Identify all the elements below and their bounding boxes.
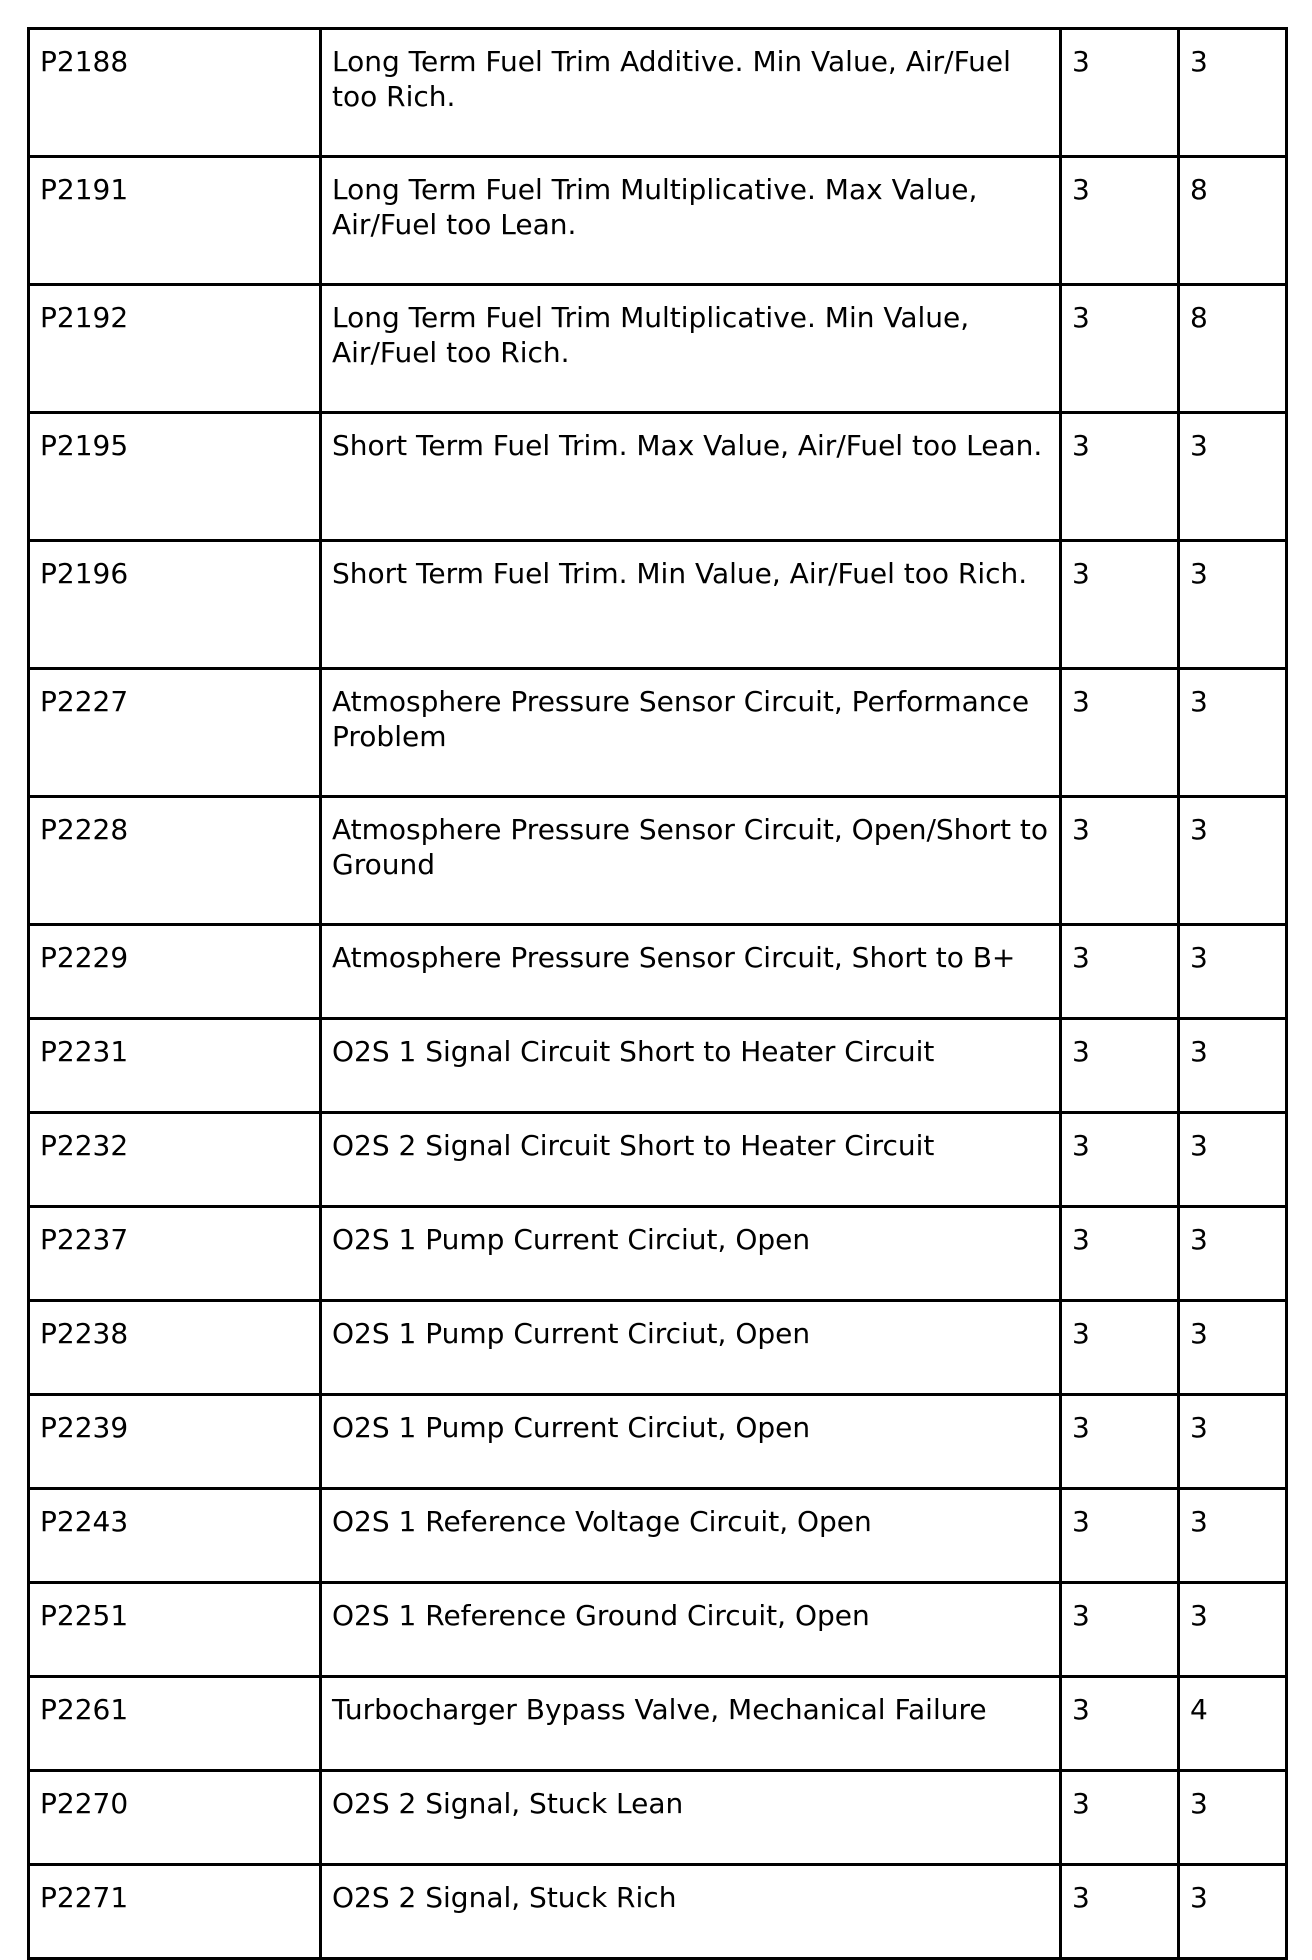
- value-cell-a: 3: [1061, 1865, 1179, 1959]
- value-cell-a: 3: [1061, 1677, 1179, 1771]
- dtc-code-cell: P2195: [29, 413, 321, 541]
- dtc-description-cell: Turbocharger Bypass Valve, Mechanical Failure: [321, 1677, 1061, 1771]
- table-row: [29, 1583, 1287, 1677]
- dtc-table: [27, 27, 1288, 1960]
- dtc-code-cell: P2238: [29, 1301, 321, 1395]
- value-cell-b: 3: [1179, 797, 1287, 925]
- dtc-code-cell: P2188: [29, 29, 321, 157]
- dtc-code-cell: P2228: [29, 797, 321, 925]
- value-cell-a: 3: [1061, 797, 1179, 925]
- dtc-code-cell: P2239: [29, 1395, 321, 1489]
- value-cell-a: 3: [1061, 157, 1179, 285]
- value-cell-b: 8: [1179, 157, 1287, 285]
- dtc-code-cell: P2229: [29, 925, 321, 1019]
- table-row: [29, 413, 1287, 541]
- table-row: [29, 925, 1287, 1019]
- dtc-code-cell: P2192: [29, 285, 321, 413]
- dtc-description-cell: O2S 2 Signal, Stuck Rich: [321, 1865, 1061, 1959]
- value-cell-a: 3: [1061, 669, 1179, 797]
- value-cell-b: 8: [1179, 285, 1287, 413]
- value-cell-b: 3: [1179, 1113, 1287, 1207]
- dtc-code-cell: P2191: [29, 157, 321, 285]
- value-cell-a: 3: [1061, 1113, 1179, 1207]
- table-row: [29, 1771, 1287, 1865]
- table-row: [29, 1301, 1287, 1395]
- dtc-code-cell: P2196: [29, 541, 321, 669]
- dtc-description-cell: Long Term Fuel Trim Multiplicative. Max Value, Air/Fuel too Lean.: [321, 157, 1061, 285]
- value-cell-b: 3: [1179, 29, 1287, 157]
- table-row: [29, 669, 1287, 797]
- table-row: [29, 1207, 1287, 1301]
- dtc-code-cell: P2261: [29, 1677, 321, 1771]
- value-cell-b: 3: [1179, 1019, 1287, 1113]
- dtc-code-cell: P2270: [29, 1771, 321, 1865]
- table-row: [29, 29, 1287, 157]
- value-cell-b: 4: [1179, 1677, 1287, 1771]
- value-cell-a: 3: [1061, 1019, 1179, 1113]
- value-cell-b: 3: [1179, 1301, 1287, 1395]
- value-cell-a: 3: [1061, 285, 1179, 413]
- table-row: [29, 1019, 1287, 1113]
- value-cell-b: 3: [1179, 1489, 1287, 1583]
- value-cell-a: 3: [1061, 1583, 1179, 1677]
- value-cell-a: 3: [1061, 413, 1179, 541]
- value-cell-a: 3: [1061, 1301, 1179, 1395]
- table-row: [29, 285, 1287, 413]
- value-cell-b: 3: [1179, 1865, 1287, 1959]
- table-row: [29, 1395, 1287, 1489]
- dtc-description-cell: Short Term Fuel Trim. Min Value, Air/Fuel too Rich.: [321, 541, 1061, 669]
- dtc-code-cell: P2271: [29, 1865, 321, 1959]
- table-row: [29, 541, 1287, 669]
- value-cell-a: 3: [1061, 541, 1179, 669]
- dtc-code-cell: P2232: [29, 1113, 321, 1207]
- dtc-description-cell: O2S 1 Pump Current Circiut, Open: [321, 1395, 1061, 1489]
- value-cell-b: 3: [1179, 1395, 1287, 1489]
- dtc-description-cell: Atmosphere Pressure Sensor Circuit, Open/Short to Ground: [321, 797, 1061, 925]
- value-cell-a: 3: [1061, 1489, 1179, 1583]
- value-cell-b: 3: [1179, 669, 1287, 797]
- dtc-description-cell: Atmosphere Pressure Sensor Circuit, Short to B+: [321, 925, 1061, 1019]
- table-row: [29, 157, 1287, 285]
- value-cell-b: 3: [1179, 1583, 1287, 1677]
- table-row: [29, 1865, 1287, 1959]
- dtc-description-cell: O2S 1 Reference Voltage Circuit, Open: [321, 1489, 1061, 1583]
- dtc-description-cell: O2S 1 Signal Circuit Short to Heater Circuit: [321, 1019, 1061, 1113]
- value-cell-b: 3: [1179, 541, 1287, 669]
- dtc-code-cell: P2243: [29, 1489, 321, 1583]
- dtc-description-cell: O2S 1 Pump Current Circiut, Open: [321, 1207, 1061, 1301]
- dtc-description-cell: Long Term Fuel Trim Multiplicative. Min Value, Air/Fuel too Rich.: [321, 285, 1061, 413]
- dtc-code-cell: P2231: [29, 1019, 321, 1113]
- dtc-code-cell: P2237: [29, 1207, 321, 1301]
- value-cell-b: 3: [1179, 1771, 1287, 1865]
- value-cell-b: 3: [1179, 925, 1287, 1019]
- value-cell-a: 3: [1061, 1395, 1179, 1489]
- dtc-description-cell: O2S 1 Reference Ground Circuit, Open: [321, 1583, 1061, 1677]
- dtc-description-cell: Short Term Fuel Trim. Max Value, Air/Fuel too Lean.: [321, 413, 1061, 541]
- dtc-description-cell: Long Term Fuel Trim Additive. Min Value, Air/Fuel too Rich.: [321, 29, 1061, 157]
- value-cell-a: 3: [1061, 1207, 1179, 1301]
- dtc-code-cell: P2251: [29, 1583, 321, 1677]
- value-cell-b: 3: [1179, 413, 1287, 541]
- dtc-description-cell: O2S 1 Pump Current Circiut, Open: [321, 1301, 1061, 1395]
- value-cell-b: 3: [1179, 1207, 1287, 1301]
- table-row: [29, 1677, 1287, 1771]
- value-cell-a: 3: [1061, 925, 1179, 1019]
- value-cell-a: 3: [1061, 29, 1179, 157]
- dtc-code-cell: P2227: [29, 669, 321, 797]
- dtc-description-cell: O2S 2 Signal, Stuck Lean: [321, 1771, 1061, 1865]
- table-row: [29, 1489, 1287, 1583]
- table-row: [29, 1113, 1287, 1207]
- value-cell-a: 3: [1061, 1771, 1179, 1865]
- dtc-description-cell: Atmosphere Pressure Sensor Circuit, Performance Problem: [321, 669, 1061, 797]
- dtc-description-cell: O2S 2 Signal Circuit Short to Heater Circuit: [321, 1113, 1061, 1207]
- table-row: [29, 797, 1287, 925]
